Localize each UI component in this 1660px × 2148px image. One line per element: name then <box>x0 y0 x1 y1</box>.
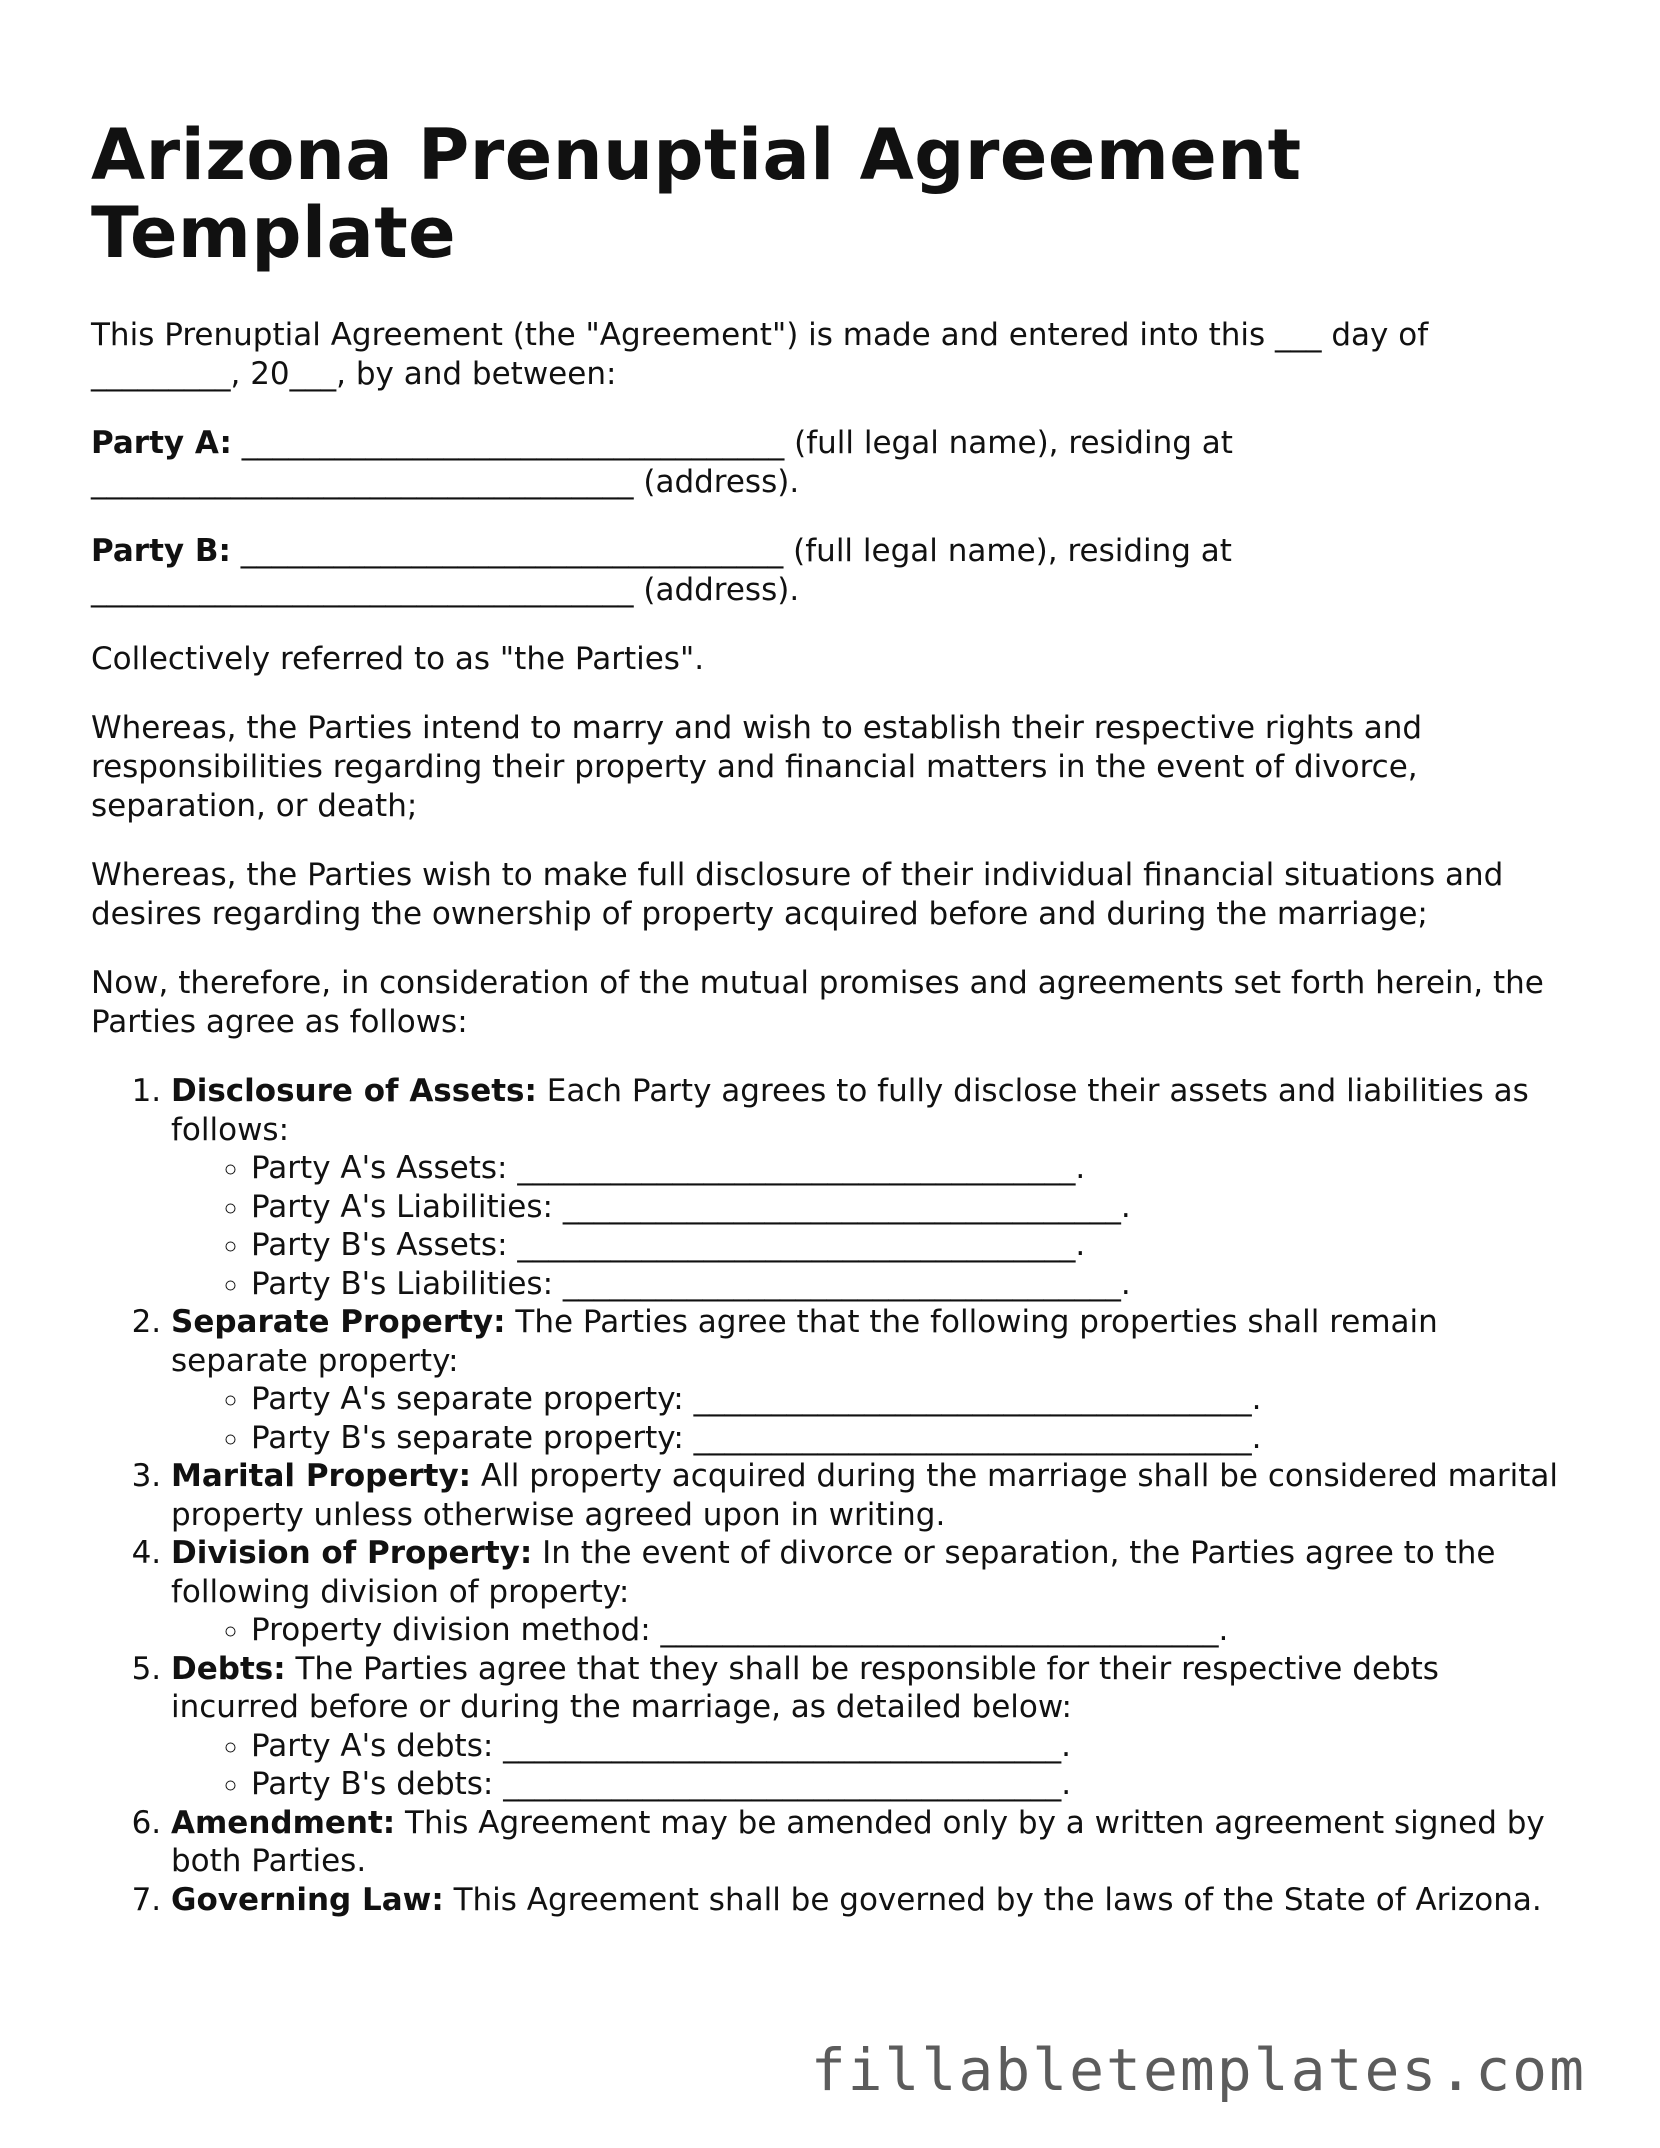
clause-text: In the event of divorce or separation, the Parties agree to the following division of property: <box>171 1535 1496 1610</box>
watermark: fillabletemplates.com <box>810 2036 1586 2104</box>
party-a-label: Party A: <box>91 425 232 461</box>
whereas-paragraph-1: Whereas, the Parties intend to marry and wish to establish their respective rights and responsibilities regarding their property and financial matters in the event of divorce, separation, or death; <box>91 710 1423 824</box>
clause-text: This Agreement shall be governed by the laws of the State of Arizona. <box>443 1881 1542 1918</box>
clause-text: The Parties agree that the following properties shall remain separate property: <box>171 1304 1438 1379</box>
list-item: ◦ Party A's Assets: ____________________________________. <box>251 1149 1571 1188</box>
intro-paragraph: This Prenuptial Agreement (the "Agreement") is made and entered into this ___ day of _________, 20___, by and between: <box>91 317 1429 392</box>
list-item: ◦ Party B's separate property: ____________________________________. <box>251 1419 1571 1458</box>
clause-text: All property acquired during the marriage shall be considered marital property unless otherwise agreed upon in writing. <box>171 1458 1559 1533</box>
document-title: Arizona Prenuptial Agreement Template <box>91 114 1302 274</box>
whereas-paragraph-2: Whereas, the Parties wish to make full disclosure of their individual financial situations and desires regarding the ownership of property acquired before and during the marriage; <box>91 857 1504 932</box>
list-item: ◦ Party A's debts: ____________________________________. <box>251 1727 1571 1766</box>
clause-text: The Parties agree that they shall be responsible for their respective debts incurred before or during the marriage, as detailed below: <box>171 1650 1439 1725</box>
party-b-text: ___________________________________ (full legal name), residing at ___________________________________ (address). <box>91 533 1232 608</box>
clause-heading: Marital Property: <box>171 1458 472 1494</box>
collective-paragraph: Collectively referred to as "the Parties". <box>91 641 705 677</box>
clause-subitems <box>171 1380 1571 1457</box>
clause-subitems <box>171 1727 1571 1804</box>
clause-marital-property <box>171 1457 1571 1534</box>
clause-heading: Governing Law: <box>171 1881 444 1918</box>
clause-subitems <box>171 1149 1571 1303</box>
clause-division-of-property <box>171 1534 1571 1650</box>
clause-heading: Division of Property: <box>171 1535 533 1571</box>
clause-heading: Separate Property: <box>171 1304 506 1340</box>
clause-heading: Disclosure of Assets: <box>171 1073 537 1109</box>
clause-debts <box>171 1650 1571 1804</box>
document-page <box>91 116 1571 1919</box>
clause-disclosure-of-assets <box>171 1072 1571 1303</box>
clauses-list <box>91 1072 1571 1919</box>
party-b-label: Party B: <box>91 533 231 569</box>
list-item: ◦ Party A's separate property: ____________________________________. <box>251 1380 1571 1419</box>
party-b-paragraph <box>91 532 1571 610</box>
clause-text: This Agreement may be amended only by a written agreement signed by both Parties. <box>171 1804 1545 1879</box>
list-item: ◦ Party B's Liabilities: ____________________________________. <box>251 1265 1571 1304</box>
clause-text: Each Party agrees to fully disclose their assets and liabilities as follows: <box>171 1073 1529 1148</box>
clause-separate-property <box>171 1303 1571 1457</box>
clause-heading: Amendment: <box>171 1804 396 1841</box>
list-item: ◦ Property division method: ____________________________________. <box>251 1611 1571 1650</box>
now-therefore-paragraph: Now, therefore, in consideration of the mutual promises and agreements set forth herein, the Parties agree as follows: <box>91 965 1544 1040</box>
clause-amendment <box>171 1804 1571 1881</box>
clause-heading: Debts: <box>171 1650 286 1687</box>
clause-subitems <box>171 1611 1571 1650</box>
list-item: ◦ Party B's Assets: ____________________________________. <box>251 1226 1571 1265</box>
party-a-text: ___________________________________ (full legal name), residing at ___________________________________ (address). <box>91 425 1233 500</box>
list-item: ◦ Party B's debts: ____________________________________. <box>251 1765 1571 1804</box>
party-a-paragraph <box>91 424 1571 502</box>
clause-governing-law <box>171 1881 1571 1920</box>
list-item: ◦ Party A's Liabilities: ____________________________________. <box>251 1188 1571 1227</box>
